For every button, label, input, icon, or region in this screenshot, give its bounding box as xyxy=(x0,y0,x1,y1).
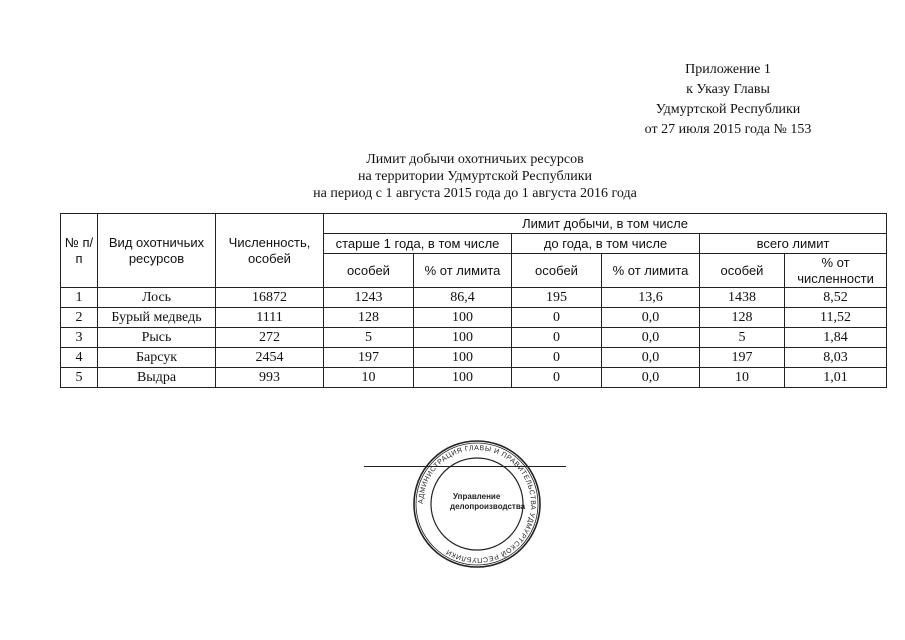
table-row xyxy=(61,348,887,368)
cell-total-count: 1438 xyxy=(700,288,785,308)
appendix-line: к Указу Главы xyxy=(686,82,770,97)
cell-population: 16872 xyxy=(216,288,324,308)
appendix-block xyxy=(598,60,858,140)
header-population: Численность, особей xyxy=(216,214,324,288)
table-row xyxy=(61,308,887,328)
cell-older-count: 10 xyxy=(324,368,414,388)
cell-young-count: 0 xyxy=(512,368,602,388)
stamp-inner-line: Управление xyxy=(453,492,501,501)
cell-population: 272 xyxy=(216,328,324,348)
stamp-inner-line: делопроизводства xyxy=(450,502,526,511)
cell-num: 5 xyxy=(61,368,98,388)
header-limit: Лимит добычи, в том числе xyxy=(324,214,887,234)
table-row xyxy=(61,288,887,308)
table-row xyxy=(61,328,887,348)
header-num: № п/п xyxy=(61,214,98,288)
cell-older-count: 5 xyxy=(324,328,414,348)
cell-total-count: 5 xyxy=(700,328,785,348)
cell-species: Барсук xyxy=(98,348,216,368)
cell-young-pct: 0,0 xyxy=(602,308,700,328)
header-older-count: особей xyxy=(324,254,414,288)
header-young-pct: % от лимита xyxy=(602,254,700,288)
cell-species: Рысь xyxy=(98,328,216,348)
appendix-line: Приложение 1 xyxy=(685,62,771,77)
cell-total-pct: 1,01 xyxy=(785,368,887,388)
header-total: всего лимит xyxy=(700,234,887,254)
cell-young-count: 195 xyxy=(512,288,602,308)
office-stamp xyxy=(412,439,542,569)
stamp-ring-textpath: АДМИНИСТРАЦИЯ ГЛАВЫ И ПРАВИТЕЛЬСТВА УДМУРТСКОЙ РЕСПУБЛИКИ xyxy=(417,444,537,564)
cell-population: 1111 xyxy=(216,308,324,328)
cell-total-count: 10 xyxy=(700,368,785,388)
header-young-count: особей xyxy=(512,254,602,288)
cell-num: 4 xyxy=(61,348,98,368)
cell-num: 3 xyxy=(61,328,98,348)
cell-older-count: 1243 xyxy=(324,288,414,308)
cell-young-pct: 0,0 xyxy=(602,348,700,368)
limits-table xyxy=(60,213,887,388)
cell-num: 2 xyxy=(61,308,98,328)
cell-young-pct: 0,0 xyxy=(602,328,700,348)
cell-total-pct: 1,84 xyxy=(785,328,887,348)
cell-total-count: 197 xyxy=(700,348,785,368)
cell-older-pct: 100 xyxy=(414,348,512,368)
header-species: Вид охотничьих ресурсов xyxy=(98,214,216,288)
cell-older-count: 197 xyxy=(324,348,414,368)
cell-species: Выдра xyxy=(98,368,216,388)
cell-young-count: 0 xyxy=(512,328,602,348)
title-line: на территории Удмуртской Республики xyxy=(357,169,592,184)
appendix-line: Удмуртской Республики xyxy=(655,102,801,117)
title-line: на период с 1 августа 2015 года до 1 августа 2016 года xyxy=(313,186,637,201)
cell-total-pct: 8,52 xyxy=(785,288,887,308)
document-title xyxy=(225,151,725,202)
appendix-line: от 27 июля 2015 года № 153 xyxy=(644,122,812,137)
title-line: Лимит добычи охотничьих ресурсов xyxy=(366,152,584,167)
cell-total-pct: 11,52 xyxy=(785,308,887,328)
cell-species: Бурый медведь xyxy=(98,308,216,328)
header-older: старше 1 года, в том числе xyxy=(324,234,512,254)
table-row xyxy=(61,368,887,388)
cell-young-pct: 0,0 xyxy=(602,368,700,388)
cell-older-pct: 100 xyxy=(414,368,512,388)
cell-species: Лось xyxy=(98,288,216,308)
cell-total-pct: 8,03 xyxy=(785,348,887,368)
cell-num: 1 xyxy=(61,288,98,308)
cell-young-pct: 13,6 xyxy=(602,288,700,308)
cell-population: 2454 xyxy=(216,348,324,368)
cell-young-count: 0 xyxy=(512,348,602,368)
cell-older-count: 128 xyxy=(324,308,414,328)
cell-young-count: 0 xyxy=(512,308,602,328)
header-total-count: особей xyxy=(700,254,785,288)
header-older-pct: % от лимита xyxy=(414,254,512,288)
cell-population: 993 xyxy=(216,368,324,388)
cell-older-pct: 100 xyxy=(414,328,512,348)
cell-older-pct: 86,4 xyxy=(414,288,512,308)
cell-total-count: 128 xyxy=(700,308,785,328)
header-young: до года, в том числе xyxy=(512,234,700,254)
header-total-pct: % от численности xyxy=(785,254,887,288)
cell-older-pct: 100 xyxy=(414,308,512,328)
